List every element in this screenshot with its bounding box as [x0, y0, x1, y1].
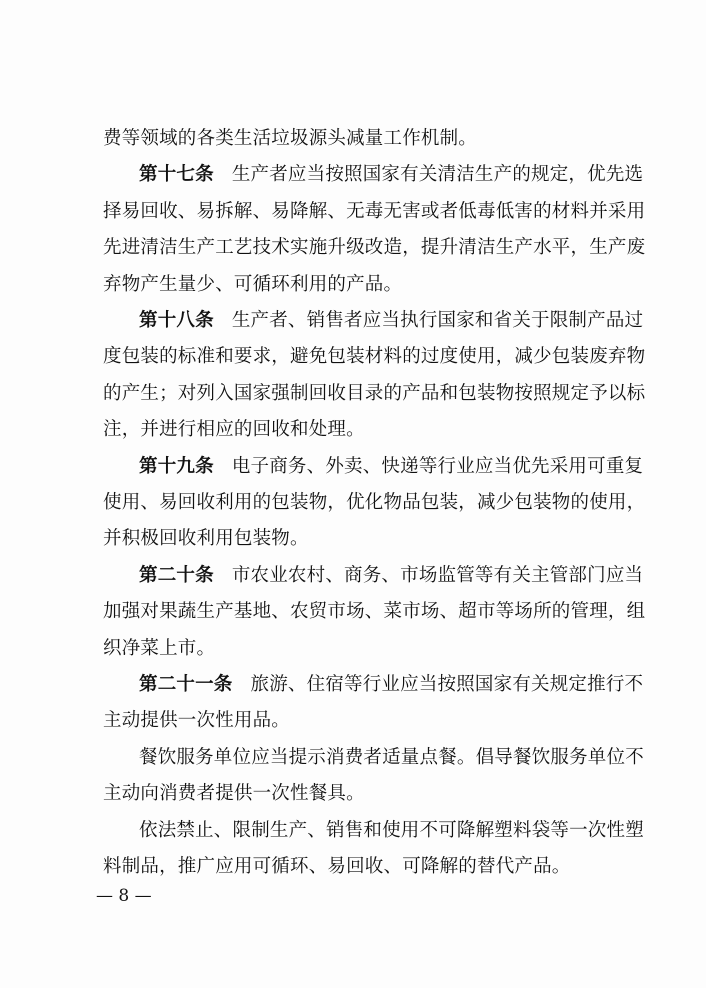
- text-line: 主动提供一次性用品。: [103, 710, 291, 732]
- text-line: 的产生；对列入国家强制回收目录的产品和包装物按照规定予以标: [103, 382, 646, 404]
- text-line: 费等领域的各类生活垃圾源头减量工作机制。: [103, 128, 478, 149]
- article-20-first-line: [103, 564, 644, 588]
- article-17-heading: 第十七条: [139, 164, 214, 186]
- text-line: 度包装的标准和要求，避免包装材料的过度使用，减少包装废弃物: [103, 346, 646, 368]
- article-18-text: 生产者、销售者应当执行国家和省关于限制产品过: [231, 310, 644, 331]
- text-line: 弃物产生量少、可循环利用的产品。: [103, 273, 403, 295]
- text-line: 餐饮服务单位应当提示消费者适量点餐。倡导餐饮服务单位不: [139, 746, 644, 768]
- article-21-text: 旅游、住宿等行业应当按照国家有关规定推行不: [250, 674, 644, 695]
- article-20-heading: 第二十条: [139, 564, 214, 586]
- article-21-heading: 第二十一条: [139, 674, 233, 695]
- article-17-text: 生产者应当按照国家有关清洁生产的规定，优先选: [231, 164, 644, 186]
- text-line: 注，并进行相应的回收和处理。: [103, 419, 365, 441]
- article-19-text: 电子商务、外卖、快递等行业应当优先采用可重复: [231, 455, 644, 477]
- text-line: 织净菜上市。: [103, 637, 216, 659]
- article-19-heading: 第十九条: [139, 455, 214, 477]
- page-number: — 8 —: [96, 886, 152, 906]
- text-line: 先进清洁生产工艺技术实施升级改造，提升清洁生产水平，生产废: [103, 237, 646, 259]
- article-19-first-line: [103, 455, 644, 479]
- text-line: 并积极回收利用包装物。: [103, 528, 309, 550]
- article-17-first-line: [103, 163, 644, 187]
- text-line: 主动向消费者提供一次性餐具。: [103, 783, 365, 805]
- text-line: 依法禁止、限制生产、销售和使用不可降解塑料袋等一次性塑: [139, 819, 644, 841]
- article-18-first-line: [103, 309, 644, 333]
- article-21-first-line: [103, 673, 644, 697]
- article-18-heading: 第十八条: [139, 310, 214, 331]
- text-line: 择易回收、易拆解、易降解、无毒无害或者低毒低害的材料并采用: [103, 200, 646, 222]
- article-20-text: 市农业农村、商务、市场监管等有关主管部门应当: [231, 564, 644, 586]
- text-line: 使用、易回收利用的包装物，优化物品包装，减少包装物的使用，: [103, 492, 646, 513]
- text-line: 料制品，推广应用可循环、易回收、可降解的替代产品。: [103, 856, 571, 877]
- text-line: 加强对果蔬生产基地、农贸市场、菜市场、超市等场所的管理，组: [103, 601, 646, 623]
